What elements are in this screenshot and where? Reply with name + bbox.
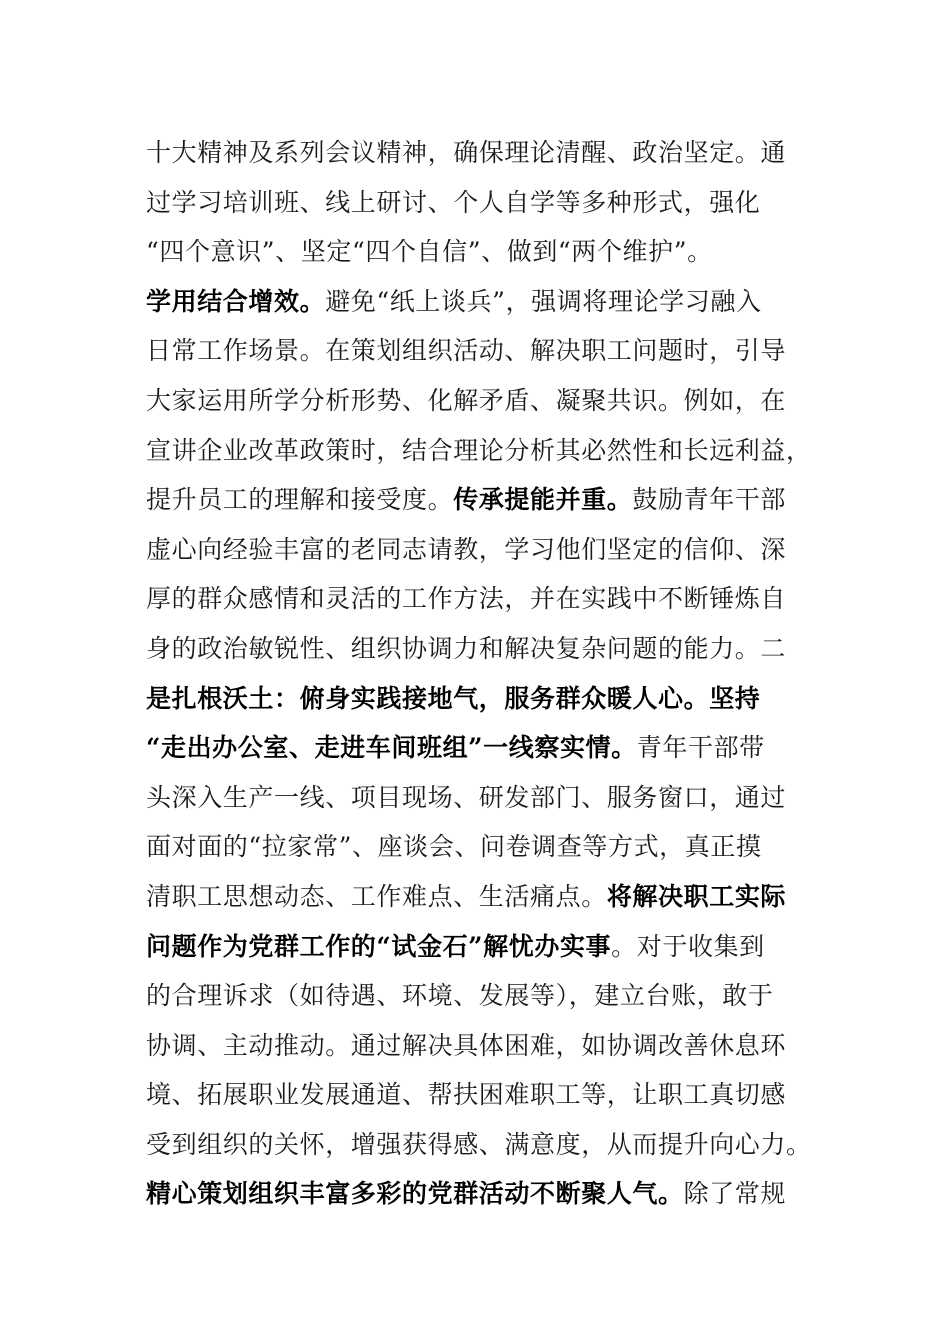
body-text-segment: 的合理诉求（如待遇、环境、发展等），建立台账，敢于 — [146, 981, 774, 1011]
text-line — [146, 525, 826, 575]
body-text-segment: 身的政治敏锐性、组织协调力和解决复杂问题的能力。二 — [146, 633, 787, 663]
text-line — [146, 277, 826, 327]
text-line — [146, 178, 826, 228]
bold-heading-text: 精心策划组织丰富多彩的党群活动不断聚人气。 — [146, 1179, 684, 1209]
text-line — [146, 971, 826, 1021]
body-text-segment: 受到组织的关怀，增强获得感、满意度，从而提升向心力。 — [146, 1129, 812, 1159]
text-line — [146, 1169, 826, 1219]
body-text-segment: 协调、主动推动。通过解决具体困难，如协调改善休息环 — [146, 1030, 787, 1060]
body-text — [146, 128, 826, 1219]
body-text-segment: 宣讲企业改革政策时，结合理论分析其必然性和长远利益， — [146, 435, 812, 465]
body-text-segment: 避免“纸上谈兵”，强调将理论学习融入 — [325, 286, 762, 316]
text-line — [146, 326, 826, 376]
body-text-segment: 清职工思想动态、工作难点、生活痛点。 — [146, 881, 607, 911]
bold-heading-text: 学用结合增效。 — [146, 286, 326, 316]
bold-heading-text: 将解决职工实际 — [606, 881, 787, 911]
text-line — [146, 624, 826, 674]
body-text-segment: 提升员工的理解和接受度。 — [146, 485, 454, 515]
body-text-segment: 虚心向经验丰富的老同志请教，学习他们坚定的信仰、深 — [146, 534, 787, 564]
text-line — [146, 574, 826, 624]
text-line — [146, 1021, 826, 1071]
body-text-segment: 。对于收集到 — [611, 931, 765, 961]
body-text-segment: 过学习培训班、线上研讨、个人自学等多种形式，强化 — [146, 187, 761, 217]
text-line — [146, 723, 826, 773]
body-text-segment: 面对面的“拉家常”、座谈会、问卷调查等方式，真正摸 — [146, 832, 762, 862]
text-line — [146, 426, 826, 476]
bold-heading-text: 是扎根沃土：俯身实践接地气，服务群众暖人心。坚持 — [146, 683, 761, 713]
text-line — [146, 773, 826, 823]
text-line — [146, 1120, 826, 1170]
text-line — [146, 475, 826, 525]
bold-heading-text: 问题作为党群工作的“试金石”解忧办实事 — [146, 931, 612, 961]
body-text-segment: 头深入生产一线、项目现场、研发部门、服务窗口，通过 — [146, 782, 787, 812]
text-line — [146, 376, 826, 426]
body-text-segment: 厚的群众感情和灵活的工作方法，并在实践中不断锤炼自 — [146, 584, 787, 614]
text-line — [146, 674, 826, 724]
text-line — [146, 822, 826, 872]
body-text-segment: 境、拓展职业发展通道、帮扶困难职工等，让职工真切感 — [146, 1080, 787, 1110]
text-line — [146, 872, 826, 922]
bold-heading-text: 传承提能并重。 — [453, 485, 633, 515]
body-text-segment: 青年干部带 — [636, 733, 765, 763]
body-text-segment: 除了常规 — [683, 1179, 787, 1209]
body-text-segment: 日常工作场景。在策划组织活动、解决职工问题时，引导 — [146, 336, 787, 366]
bold-heading-text: “走出办公室、走进车间班组”一线察实情。 — [146, 733, 637, 763]
body-text-segment: 大家运用所学分析形势、化解矛盾、凝聚共识。例如，在 — [146, 385, 787, 415]
text-line — [146, 922, 826, 972]
text-line — [146, 227, 826, 277]
text-line — [146, 1070, 826, 1120]
body-text-segment: 鼓励青年干部 — [632, 485, 787, 515]
text-line — [146, 128, 826, 178]
body-text-segment: “四个意识”、坚定“四个自信”、做到“两个维护”。 — [146, 237, 713, 267]
body-text-segment: 十大精神及系列会议精神，确保理论清醒、政治坚定。通 — [146, 138, 787, 167]
